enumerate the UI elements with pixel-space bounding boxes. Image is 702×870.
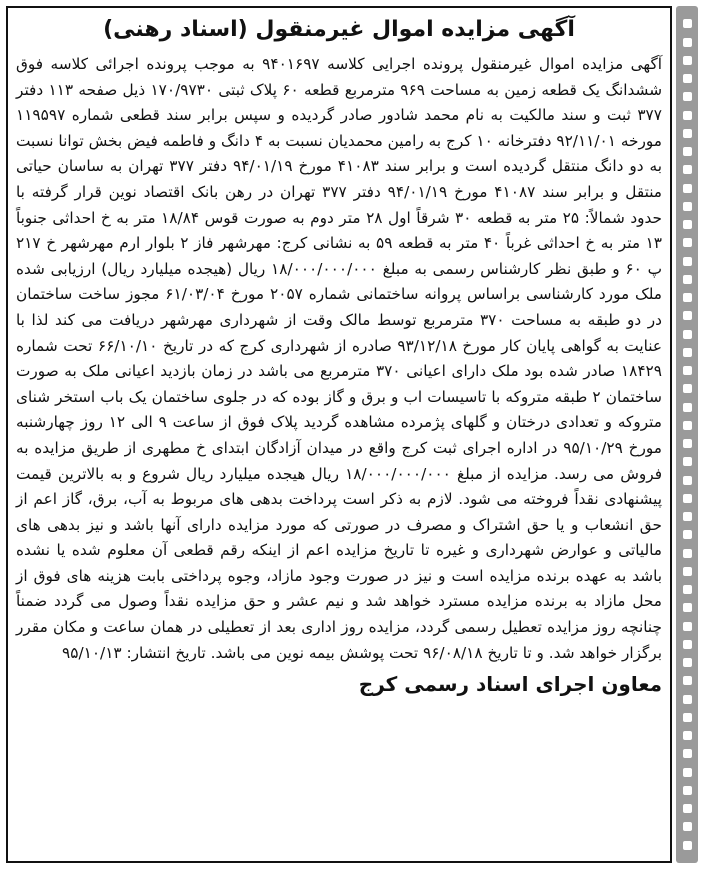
perforation-hole (683, 457, 692, 466)
perforation-hole (683, 421, 692, 430)
perforation-hole (683, 512, 692, 521)
perforation-hole (683, 622, 692, 631)
perforation-hole (683, 257, 692, 266)
perforation-hole (683, 841, 692, 850)
perforation-hole (683, 92, 692, 101)
perforation-hole (683, 476, 692, 485)
perforation-hole (683, 74, 692, 83)
perforation-hole (683, 786, 692, 795)
perforation-hole (683, 293, 692, 302)
perforation-hole (683, 804, 692, 813)
notice-title: آگهی مزایده اموال غیرمنقول (اسناد رهنی) (103, 17, 575, 42)
perforation-hole (683, 768, 692, 777)
perforation-hole (683, 822, 692, 831)
perforation-hole (683, 658, 692, 667)
perforated-edge (676, 6, 698, 863)
perforation-hole (683, 38, 692, 47)
perforation-hole (683, 549, 692, 558)
perforation-hole (683, 494, 692, 503)
perforation-hole (683, 348, 692, 357)
perforation-hole (683, 311, 692, 320)
perforation-hole (683, 165, 692, 174)
perforation-hole (683, 749, 692, 758)
perforation-hole (683, 585, 692, 594)
perforation-hole (683, 56, 692, 65)
perforation-hole (683, 530, 692, 539)
perforation-hole (683, 603, 692, 612)
perforation-hole (683, 19, 692, 28)
perforation-hole (683, 640, 692, 649)
perforation-hole (683, 275, 692, 284)
perforation-hole (683, 384, 692, 393)
perforation-hole (683, 202, 692, 211)
perforation-hole (683, 713, 692, 722)
notice-signature: معاون اجرای اسناد رسمی کرج (358, 672, 662, 697)
perforation-hole (683, 403, 692, 412)
perforation-hole (683, 439, 692, 448)
perforation-hole (683, 366, 692, 375)
perforation-hole (683, 731, 692, 740)
perforation-hole (683, 567, 692, 576)
perforation-hole (683, 220, 692, 229)
perforation-hole (683, 184, 692, 193)
perforation-hole (683, 238, 692, 247)
perforation-hole (683, 330, 692, 339)
perforation-hole (683, 147, 692, 156)
perforation-hole (683, 695, 692, 704)
perforation-hole (683, 676, 692, 685)
perforation-hole (683, 129, 692, 138)
notice-content (16, 10, 662, 696)
perforation-hole (683, 111, 692, 120)
notice-body: آگهی مزایده اموال غیرمنقول پرونده اجرایی کلاسه ۹۴۰۱۶۹۷ به موجب پرونده اجرائی کلاسه فوق ششدانگ یک قطعه زمین به مساحت ۹۶۹ مترمربع قطعه ۶۰ پلاک ثبتی ۱۷۰/۹۷۳۰ ذیل صفحه ۱۱۳ دفتر ۳۷۷ ثبت و سند مالکیت به نام محمد شادور صادر گردیده و سپس برابر سند قطعی شماره ۱۱۹۵۹۷ مورخه ۹۲/۱۱/۰۱ دفترخانه ۱۰ کرج به رامین محمدیان نسبت به ۴ دانگ و فاطمه فیض بخش توانا نسبت به دو دانگ منتقل گردیده است و برابر سند ۴۱۰۸۳ مورخ ۹۴/۰۱/۱۹ دفتر ۳۷۷ تهران به ساسان حیاتی منتقل و برابر سند ۴۱۰۸۷ مورخ ۹۴/۰۱/۱۹ دفتر ۳۷۷ تهران در رهن بانک اقتصاد نوین قرار گرفته با حدود شمالاً: ۲۵ متر به قطعه ۳۰ شرقاً اول ۲۸ متر دوم به صورت قوس ۱۸/۸۴ متر به خ احداثی جنوباً ۱۳ متر به خ احداثی غرباً ۴۰ متر به قطعه ۵۹ به نشانی کرج: مهرشهر فاز ۲ بلوار ارم مهرشهر خ ۲۱۷ پ ۶۰ و طبق نظر کارشناس رسمی به مبلغ ۱۸/۰۰۰/۰۰۰/۰۰۰ ریال (هیجده میلیارد ریال) ارزیابی شده ملک مورد کارشناسی براساس پروانه ساختمانی شماره ۲۰۵۷ مورخ ۶۱/۰۳/۰۴ مجوز ساخت ساختمان در دو طبقه به مساحت ۳۷۰ مترمربع توسط مالک وقت از شهرداری مهرشهر دریافت می کند لذا با عنایت به گواهی پایان کار مورخ ۹۳/۱۲/۱۸ صادره از شهرداری کرج که در تاریخ ۶۶/۱۰/۱۰ تحت شماره ۱۸۴۲۹ صادر شده بود ملک دارای اعیانی ۳۷۰ مترمربع می باشد در زمان بازدید اعیانی ملک به صورت ساختمان ۲ طبقه متروکه با تاسیسات اب و برق و گاز بوده که در جلوی ساختمان یک باب استخر شنای متروکه و تعدادی درختان و گلهای پژمرده مشاهده گردید پلاک فوق از ساعت ۹ الی ۱۲ روز چهارشنبه مورخ ۹۵/۱۰/۲۹ در اداره اجرای ثبت کرج واقع در میدان آزادگان ابتدای خ مطهری از طریق مزایده به فروش می رسد. مزایده از مبلغ ۱۸/۰۰۰/۰۰۰/۰۰۰ ریال هیجده میلیارد ریال شروع و به بالاترین قیمت پیشنهادی نقداً فروخته می شود. لازم به ذکر است پرداخت بدهی های مربوط به آب، برق، گاز اعم از حق انشعاب و یا حق اشتراک و مصرف در صورتی که مورد مزایده دارای آنها باشد و نیز بدهی های مالیاتی و عوارض شهرداری و غیره تا تاریخ مزایده اعم از اینکه رقم قطعی آن معلوم شده یا نشده باشد به عهده برنده مزایده است و نیز در صورت وجود مازاد، وجوه پرداختی بابت هزینه های فوق از محل مازاد به برنده مزایده مسترد خواهد شد و نیم عشر و حق مزایده نقداً وصول می گردد ضمناً چنانچه روز مزایده تعطیل رسمی گردد، مزایده روز اداری بعد از تعطیلی در همان ساعت و مکان مقرر برگزار خواهد شد. و تا تاریخ ۹۶/۰۸/۱۸ تحت پوشش بیمه نوین می باشد. تاریخ انتشار: ۹۵/۱۰/۱۳ (16, 55, 663, 662)
